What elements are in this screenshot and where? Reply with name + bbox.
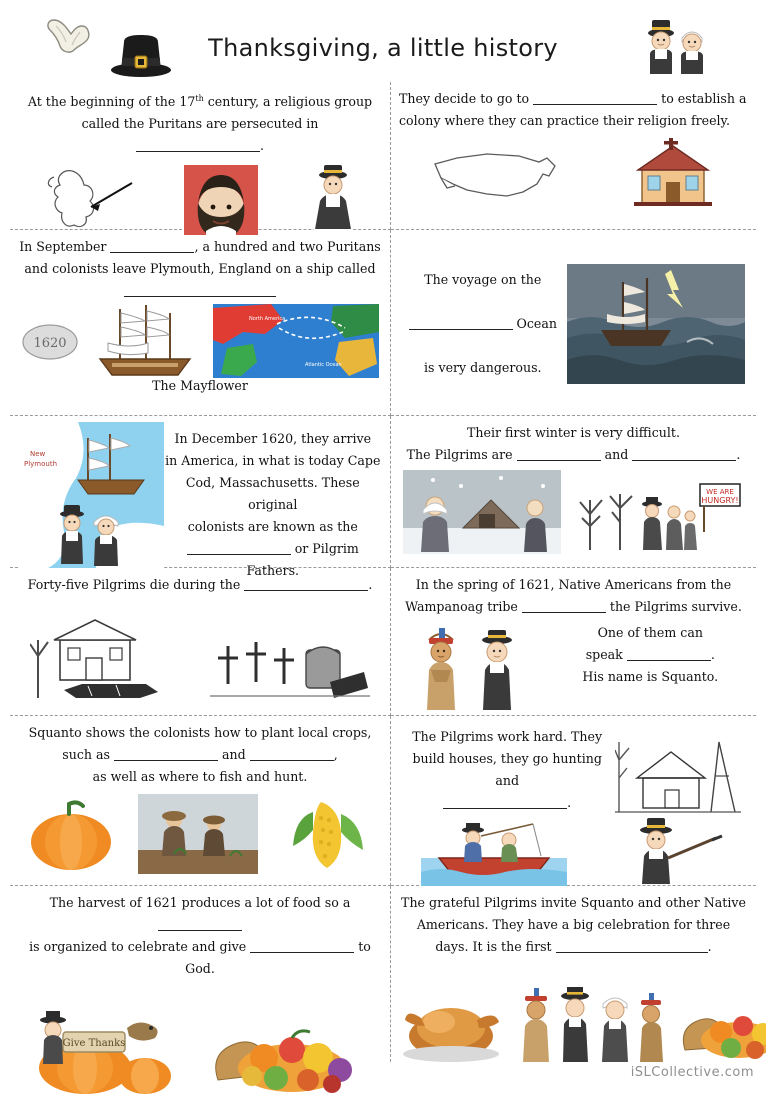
svg-text:WE ARE: WE ARE: [705, 488, 734, 496]
answer-blank[interactable]: [250, 938, 354, 953]
cell-12-text-part-2: Americans. They have a big celebration for three: [416, 917, 731, 932]
cell-9-text-part-2: such as: [62, 747, 114, 762]
cell-6-text-part-2: The Pilgrims are: [406, 447, 517, 462]
cell-8-text: [399, 574, 748, 618]
cell-8-text-part-7: His name is Squanto.: [582, 669, 719, 684]
cell-1-ordinal-suffix: th: [195, 94, 204, 103]
cell-2-text-part-2: to establish a colony where they can practice their religion freely.: [399, 91, 747, 128]
house-building-sketch-icon: [615, 722, 748, 818]
cell-4: [391, 230, 756, 416]
answer-blank[interactable]: [250, 746, 334, 761]
cell-12-illustrations: [399, 968, 748, 1064]
cell-4-text-part-3: is very dangerous.: [423, 359, 542, 375]
cell-7-text-part-2: .: [368, 577, 373, 592]
cell-8-illustrations: [399, 620, 553, 714]
answer-blank[interactable]: [522, 598, 606, 613]
cell-1: [10, 82, 391, 230]
hunter-with-gun-icon: [616, 814, 726, 886]
cell-9-text-part-4: ,: [333, 747, 338, 762]
pumpkin-icon: [25, 794, 117, 874]
cell-5-illustrations: [18, 422, 164, 563]
page-header: [10, 8, 756, 82]
cell-10-text-part-1: The Pilgrims work hard. They: [412, 729, 603, 744]
cell-4-text: [399, 269, 567, 379]
cell-7: [10, 568, 391, 716]
cell-8-text-part-2: Wampanoag tribe: [405, 599, 522, 614]
answer-blank[interactable]: [187, 540, 291, 555]
pilgrims-and-natives-group-icon: [511, 976, 671, 1064]
cell-4-illustrations: [567, 264, 748, 384]
cell-9-illustrations: [18, 792, 382, 874]
cell-1-text-part-2: century, a religious group called the Puritans are persecuted in: [81, 94, 373, 132]
answer-blank[interactable]: [533, 90, 657, 105]
cell-11-text-part-3: to God.: [185, 939, 371, 976]
uk-map-icon: [36, 163, 140, 237]
cell-7-text: [18, 574, 382, 596]
svg-text:New: New: [30, 450, 46, 458]
cell-7-text-part-1: Forty-five Pilgrims die during the: [27, 577, 245, 592]
watermark: iSLCollective.com: [630, 1065, 754, 1080]
cell-1-text-part-3: .: [259, 138, 264, 154]
svg-text:North America: North America: [249, 316, 286, 322]
cell-10-text: [399, 722, 615, 818]
cell-8: [391, 568, 756, 716]
cell-3-illustrations: [18, 304, 382, 378]
cell-3-text-part-2: , a hundred and two Puritans: [194, 239, 381, 254]
cell-5-text-part-2: in America, in what is today Cape: [165, 453, 381, 468]
1620-stone-icon: [21, 320, 79, 362]
answer-blank[interactable]: [517, 446, 601, 461]
cell-11-text: [18, 892, 382, 980]
cell-12-text: [399, 892, 748, 958]
atlantic-route-map-icon: [213, 304, 379, 378]
cell-3: [10, 230, 391, 416]
cell-1-text-part-1: At the beginning of the 17: [27, 94, 196, 110]
page-title: Thanksgiving, a little history: [208, 34, 558, 62]
cell-12-text-part-4: .: [707, 939, 712, 954]
cell-5-text-part-5: or Pilgrim Fathers.: [246, 541, 359, 578]
cell-1-illustrations: [18, 161, 382, 237]
cell-3-text-part-3: and colonists leave Plymouth, England on a ship called: [24, 261, 376, 276]
pilgrim-woman-icon: [302, 163, 364, 237]
cell-10-text-part-2: build houses, they go hunting and: [412, 751, 602, 788]
cell-9-text: [18, 722, 382, 788]
cell-8-text-part-5: speak: [585, 647, 627, 662]
planting-beans-icon: [138, 794, 258, 874]
cell-2-text-part-1: They decide to go to: [399, 91, 534, 106]
cell-5: [10, 416, 391, 578]
cell-9-text-part-1: Squanto shows the colonists how to plant local crops,: [28, 725, 372, 740]
svg-text:HUNGRY!: HUNGRY!: [701, 496, 739, 505]
cell-8-text-2: [553, 620, 748, 714]
cell-4-text-part-1: The voyage on the: [424, 271, 542, 287]
answer-blank[interactable]: [124, 282, 276, 297]
cell-11: [10, 886, 391, 1062]
worksheet-grid: [10, 82, 756, 1062]
cell-5-text: [164, 422, 382, 578]
svg-text:Give Thanks: Give Thanks: [62, 1038, 125, 1049]
cell-12-text-part-3: days. It is the first: [435, 939, 556, 954]
cell-6-text-part-1: Their first winter is very difficult.: [467, 425, 680, 440]
mayflower-ship-icon: [90, 303, 202, 379]
cell-4-text-part-2: Ocean: [512, 315, 557, 331]
cell-3-caption: The Mayflower: [152, 378, 248, 393]
cell-10-illustrations: [399, 814, 748, 886]
harvest-cornucopia-icon: [677, 980, 766, 1064]
cell-5-text-part-3: Cod, Massachusetts. These original: [185, 475, 360, 512]
cell-11-illustrations: [18, 990, 382, 1096]
roast-turkey-icon: [399, 982, 505, 1064]
new-plymouth-map-icon: [18, 422, 164, 568]
answer-blank[interactable]: [110, 238, 194, 253]
cell-6: [391, 416, 756, 568]
cell-7-illustrations: [18, 604, 382, 704]
answer-blank[interactable]: [632, 446, 736, 461]
church-icon: [628, 138, 720, 210]
fishing-boat-icon: [421, 814, 567, 886]
corn-icon: [279, 794, 375, 874]
cell-8-text-part-6: .: [710, 647, 715, 662]
we-are-hungry-sign-icon: [576, 470, 744, 554]
usa-map-outline-icon: [427, 144, 567, 210]
graveyard-icon: [210, 606, 370, 704]
cell-2-illustrations: [399, 138, 748, 210]
cell-8-text-part-3: the Pilgrims survive.: [605, 599, 742, 614]
native-american-and-pilgrim-icon: [399, 620, 553, 714]
cell-6-illustrations: [399, 470, 748, 554]
cell-12-text-part-1: The grateful Pilgrims invite Squanto and other Native: [401, 895, 746, 910]
cell-5-text-part-1: In December 1620, they arrive: [174, 431, 372, 446]
answer-blank[interactable]: [114, 746, 218, 761]
cell-1-text: [18, 88, 382, 157]
cell-5-text-part-4: colonists are known as the: [187, 519, 358, 534]
stormy-sea-ship-icon: [567, 264, 748, 384]
cell-9-text-part-3: and: [218, 747, 250, 762]
cell-10-text-part-3: .: [567, 795, 572, 810]
cell-10-illustration-house: [615, 722, 748, 818]
svg-text:Plymouth: Plymouth: [24, 460, 58, 468]
answer-blank[interactable]: [136, 137, 260, 152]
cell-6-text: [399, 422, 748, 466]
winter-camp-icon: [403, 470, 561, 554]
answer-blank[interactable]: [556, 938, 708, 953]
cell-11-text-part-2: is organized to celebrate and give: [29, 939, 251, 954]
answer-blank[interactable]: [158, 916, 242, 931]
winter-cabin-coffin-icon: [30, 606, 180, 704]
cornucopia-icon: [206, 992, 374, 1096]
cell-3-text-part-1: In September: [19, 239, 111, 254]
answer-blank[interactable]: [244, 576, 368, 591]
answer-blank[interactable]: [409, 315, 513, 330]
svg-text:1620: 1620: [33, 336, 67, 351]
cell-2: [391, 82, 756, 230]
cell-2-text: [399, 88, 748, 132]
give-thanks-pumpkins-icon: [27, 992, 183, 1096]
cell-8-text-part-4: One of them can: [597, 625, 703, 640]
cell-6-text-part-4: .: [736, 447, 741, 462]
cell-3-text: [18, 236, 382, 302]
cell-12: [391, 886, 756, 1062]
cell-6-text-part-3: and: [600, 447, 633, 462]
cell-10: [391, 716, 756, 886]
svg-text:Atlantic Ocean: Atlantic Ocean: [305, 362, 342, 368]
king-james-portrait-icon: [182, 163, 260, 237]
cell-11-text-part-1: The harvest of 1621 produces a lot of food so a: [49, 895, 351, 910]
answer-blank[interactable]: [443, 794, 567, 809]
cell-9: [10, 716, 391, 886]
cell-9-text-part-5: as well as where to fish and hunt.: [92, 769, 308, 784]
cell-8-text-part-1: In the spring of 1621, Native Americans from the: [415, 577, 732, 592]
answer-blank[interactable]: [627, 646, 711, 661]
